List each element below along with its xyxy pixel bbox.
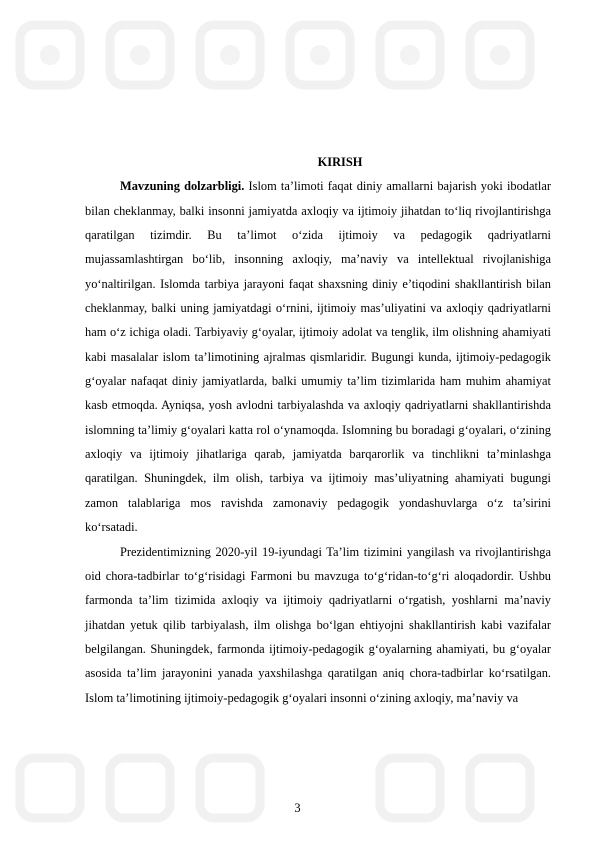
document-body xyxy=(85,150,551,710)
paragraph-lead: Mavzuning dolzarbligi. xyxy=(120,179,245,194)
paragraph-decree xyxy=(85,540,551,710)
paragraph-text: Islom ta’limoti faqat diniy amallarni bajarish yoki ibodatlar bilan cheklanmay, balki insonni jamiyatda axloqiy va ijtimoiy jihatdan to‘liq rivojlantirishga qaratilgan tizimdir. Bu ta’limot o‘zida ijtimoiy va pedagogik qadriyatlarni mujassamlashtirgan bo‘lib, insonning axloqiy, ma’naviy va intellektual rivojlanishiga yo‘naltirilgan. Islomda tarbiya jarayoni faqat shaxsning diniy e’tiqodini shakllantirish bilan cheklanmay, balki uning jamiyatdagi o‘rnini, ijtimoiy mas’uliyatini va axloqiy qadriyatlarni ham o‘z ichiga oladi. Tarbiyaviy g‘oyalar, ijtimoiy adolat va tenglik, ilm olishning ahamiyati kabi masalalar islom ta’limotining ajralmas qismlaridir. Bugungi kunda, ijtimoiy-pedagogik g‘oyalar nafaqat diniy jamiyatlarda, balki umumiy ta’lim tizimlarida ham muhim ahamiyat kasb etmoqda. Ayniqsa, yosh avlodni tarbiyalashda va axloqiy qadriyatlarni shakllantirishda islomning ta’limiy g‘oyalari katta rol o‘ynamoqda. Islomning bu boradagi g‘oyalari, o‘zining axloqiy va ijtimoiy jihatlariga qarab, jamiyatda barqarorlik va tinchlikni ta’minlashga qaratilgan. Shuningdek, ilm olish, tarbiya va ijtimoiy mas’uliyatning ahamiyati bugungi zamon talablariga mos ravishda zamonaviy pedagogik yondashuvlarga o‘z ta’sirini ko‘rsatadi. xyxy=(85,179,551,535)
section-title: KIRISH xyxy=(317,155,363,169)
paragraph-text: Prezidentimizning 2020-yil 19-iyundagi Ta’lim tizimini yangilash va rivojlantirishga oid chora-tadbirlar to‘g‘risidagi Farmoni bu mavzuga to‘g‘ridan-to‘g‘ri aloqadordir. Ushbu farmonda ta’lim tizimida axloqiy va ijtimoiy qadriyatlarni o‘rgatish, yoshlarni ma’naviy jihatdan yetuk qilib tarbiyalash, ilm olishga bo‘lgan ehtiyojni shakllantirish kabi vazifalar belgilangan. Shuningdek, farmonda ijtimoiy-pedagogik g‘oyalarning ahamiyati, bu g‘oyalar asosida ta’lim jarayonini yanada yaxshilashga qaratilgan aniq chora-tadbirlar ko‘rsatilgan. Islom ta’limotining ijtimoiy-pedagogik g‘oyalari insonni o‘zining axloqiy, ma’naviy va xyxy=(85,544,551,705)
page-number: 3 xyxy=(294,801,301,815)
paragraph-relevance xyxy=(85,174,551,539)
